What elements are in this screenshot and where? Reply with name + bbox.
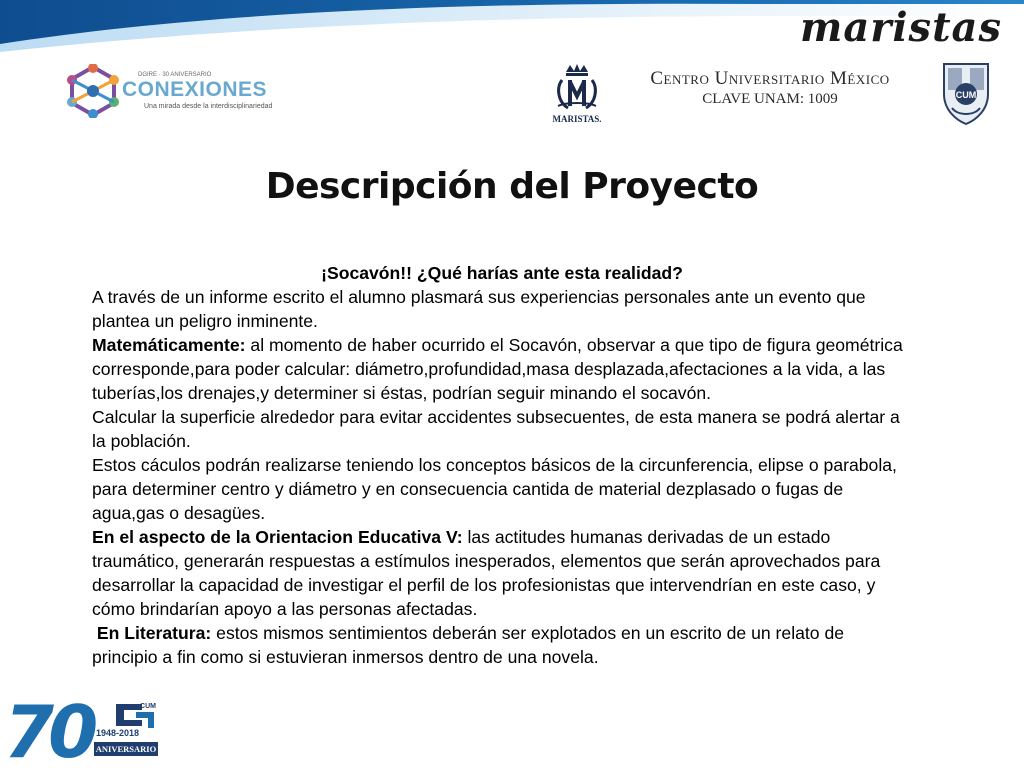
paragraph-intro: A través de un informe escrito el alumno plasmará sus experiencias personales ante un evento que plantea un peligro inminente. <box>92 287 866 331</box>
institution-block <box>612 68 928 108</box>
conexiones-small-text: DGIRE · 30 ANIVERSARIO <box>138 72 212 78</box>
institution-name: Centro Universitario México <box>650 68 890 89</box>
cum-mark-text: CUM <box>140 703 156 710</box>
paragraph-calculations: Estos cáculos podrán realizarse teniendo los conceptos básicos de la circunferencia, elipse o parabola, para determiner centro y diámetro y en consecuencia cantida de material dezplasado o fugas de agua,gas o desagües. <box>92 455 897 523</box>
conexiones-name: CONEXIONES <box>122 78 268 101</box>
math-label: Matemáticamente: <box>92 335 246 355</box>
section-subtitle: ¡Socavón!! ¿Qué harías ante esta realidad? <box>321 263 683 283</box>
cum-monogram-icon <box>112 700 158 730</box>
crown-monogram-icon <box>548 62 606 112</box>
header-banner <box>0 0 1024 55</box>
anniversary-number: 70 <box>4 690 93 774</box>
orientation-label: En el aspecto de la Orientacion Educativa V: <box>92 527 463 547</box>
hexagon-network-icon <box>66 64 120 118</box>
anniversary-years: 1948-2018 <box>96 728 140 738</box>
conexiones-logo <box>66 64 273 120</box>
maristas-emblem <box>548 62 606 124</box>
institution-code: CLAVE UNAM: 1009 <box>702 91 838 107</box>
conexiones-tagline: Una mirada desde la interdisciplinariedad <box>144 103 273 110</box>
math-text: al momento de haber ocurrido el Socavón, observar a que tipo de figura geométrica corresponde,para poder calcular: diámetro,profundidad,masa desplazada,afectaciones a la vida, a las tuberías,los drenajes,y determiner si éstas, podrían seguir minando el socavón. <box>92 335 903 403</box>
maristas-script-logo: maristas <box>800 4 1002 51</box>
paragraph-orientation <box>92 525 912 621</box>
maristas-emblem-label: MARISTAS. <box>552 114 602 124</box>
anniversary-label: ANIVERSARIO <box>95 744 157 754</box>
orientation-text: las actitudes humanas derivadas de un estado traumático, generarán respuestas a estímulos inesperados, elementos que serán aprovechados para desarrollar la capacidad de investigar el perfil de los profesionistas que intervendrían en este caso, y cómo brindarían apoyo a las personas afectadas. <box>92 527 881 619</box>
paragraph-literature <box>92 621 912 669</box>
page-title: Descripción del Proyecto <box>265 166 759 207</box>
paragraph-surface: Calcular la superficie alrededor para evitar accidentes subsecuentes, de esta manera se podrá alertar a la población. <box>92 407 900 451</box>
project-description <box>92 261 912 669</box>
cum-shield-icon <box>938 60 994 126</box>
literature-text: estos mismos sentimientos deberán ser explotados en un escrito de un relato de principio a fin como si estuvieran inmersos dentro de una novela. <box>92 623 845 667</box>
literature-label: En Literatura: <box>92 623 212 643</box>
anniversary-logo <box>0 690 180 774</box>
shield-text: CUM <box>955 90 977 100</box>
paragraph-math <box>92 333 912 405</box>
